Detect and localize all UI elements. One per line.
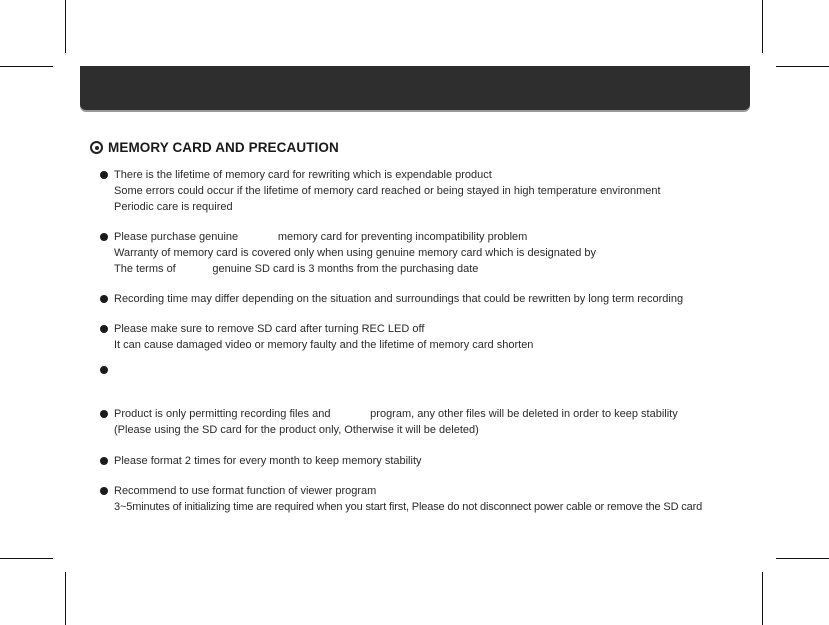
list-item xyxy=(100,321,740,353)
list-item xyxy=(100,291,740,307)
bullet-icon xyxy=(100,171,108,179)
item-text: Warranty of memory card is covered only when using genuine memory card which is designated by xyxy=(114,247,596,259)
item-text: Please purchase genuine memory card for preventing incompatibility problem xyxy=(114,231,528,243)
item-text: 3~5minutes of initializing time are required when you start first, Please do not disconnect power cable or remove the SD card xyxy=(114,501,703,513)
crop-mark xyxy=(65,572,66,625)
crop-mark xyxy=(776,558,829,559)
bullet-icon xyxy=(100,487,108,495)
list-item xyxy=(100,406,740,438)
item-text: Periodic care is required xyxy=(114,201,233,213)
bullet-icon xyxy=(100,325,108,333)
section-title-text: MEMORY CARD AND PRECAUTION xyxy=(108,140,339,155)
item-text: Recording time may differ depending on the situation and surroundings that could be rewritten by long term recording xyxy=(114,293,684,305)
item-text: Some errors could occur if the lifetime of memory card reached or being stayed in high temperature environment xyxy=(114,185,661,197)
bullet-icon xyxy=(100,295,108,303)
bullet-icon xyxy=(100,410,108,418)
item-text: It can cause damaged video or memory faulty and the lifetime of memory card shorten xyxy=(114,339,534,351)
bullet-icon xyxy=(100,366,108,374)
item-text: Recommend to use format function of viewer program xyxy=(114,485,377,497)
bullet-icon xyxy=(100,233,108,241)
crop-mark xyxy=(65,0,66,53)
item-text: (Please using the SD card for the product only, Otherwise it will be deleted) xyxy=(114,424,479,436)
section-title xyxy=(90,140,339,155)
list-item xyxy=(100,229,740,277)
list-item xyxy=(100,453,740,469)
header-bar xyxy=(80,66,750,110)
bullet-icon xyxy=(100,457,108,465)
list-item xyxy=(100,483,740,515)
item-text: The terms of genuine SD card is 3 months from the purchasing date xyxy=(114,263,479,275)
list-item xyxy=(100,167,740,215)
item-text: Please make sure to remove SD card after turning REC LED off xyxy=(114,323,425,335)
crop-mark xyxy=(0,558,53,559)
crop-mark xyxy=(762,0,763,53)
crop-mark xyxy=(762,572,763,625)
crop-mark xyxy=(0,66,53,67)
item-text: Please format 2 times for every month to keep memory stability xyxy=(114,455,422,467)
circle-bullet-icon xyxy=(90,141,103,154)
item-text: Product is only permitting recording files and program, any other files will be deleted in order to keep stability xyxy=(114,408,678,420)
item-text: There is the lifetime of memory card for rewriting which is expendable product xyxy=(114,169,492,181)
crop-mark xyxy=(776,66,829,67)
